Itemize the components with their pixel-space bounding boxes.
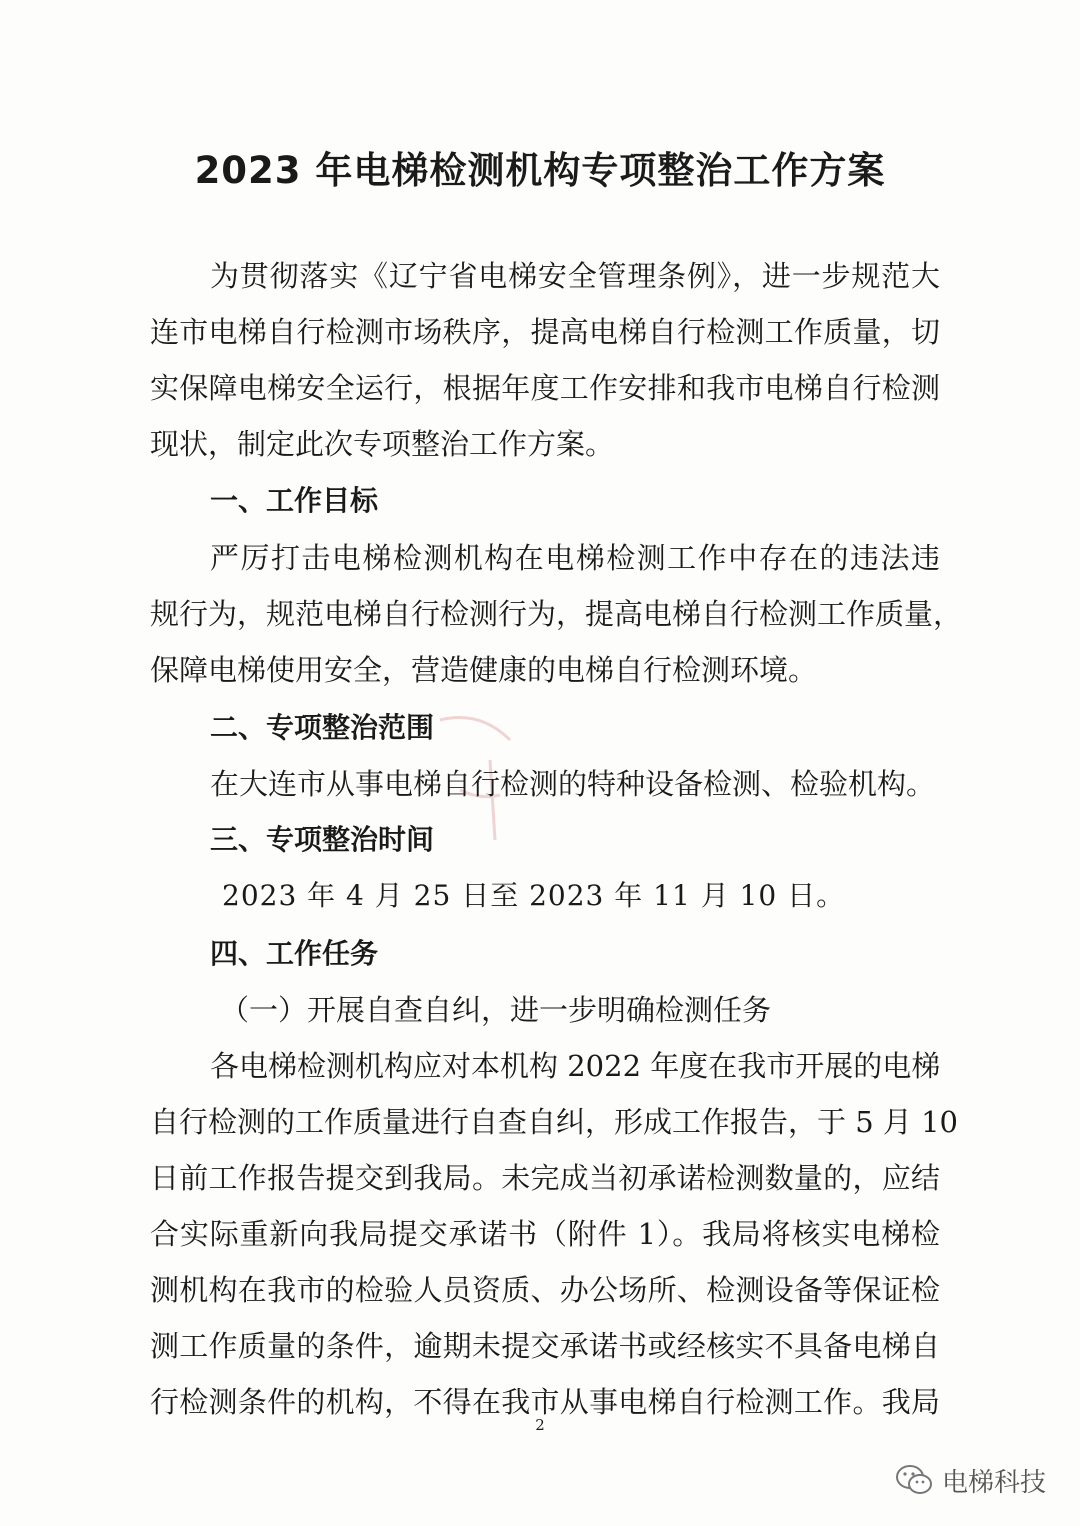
goals-line: 保障电梯使用安全，营造健康的电梯自行检测环境。 bbox=[150, 653, 818, 687]
wechat-icon bbox=[894, 1463, 934, 1497]
task-line: 各电梯检测机构应对本机构 2022 年度在我市开展的电梯 bbox=[210, 1049, 941, 1083]
section-heading-scope: 二、专项整治范围 bbox=[210, 711, 435, 744]
intro-line: 连市电梯自行检测市场秩序，提高电梯自行检测工作质量，切 bbox=[150, 315, 940, 349]
task-line: 合实际重新向我局提交承诺书（附件 1）。我局将核实电梯检 bbox=[150, 1217, 940, 1251]
watermark bbox=[894, 1458, 1046, 1502]
page-number: 2 bbox=[535, 1416, 545, 1434]
scope-line: 在大连市从事电梯自行检测的特种设备检测、检验机构。 bbox=[210, 767, 936, 801]
intro-line: 实保障电梯安全运行，根据年度工作安排和我市电梯自行检测 bbox=[150, 371, 940, 405]
intro-line: 现状，制定此次专项整治工作方案。 bbox=[150, 427, 615, 461]
section-heading-goals: 一、工作目标 bbox=[210, 484, 379, 517]
task-line: 测工作质量的条件，逾期未提交承诺书或经核实不具备电梯自 bbox=[150, 1329, 940, 1363]
section-heading-time: 三、专项整治时间 bbox=[210, 823, 435, 856]
task-line: 测机构在我市的检验人员资质、办公场所、检测设备等保证检 bbox=[150, 1273, 940, 1307]
intro-line: 为贯彻落实《辽宁省电梯安全管理条例》，进一步规范大 bbox=[210, 259, 940, 293]
document-title: 2023 年电梯检测机构专项整治工作方案 bbox=[194, 149, 886, 192]
task-subheading: （一）开展自查自纠，进一步明确检测任务 bbox=[220, 993, 772, 1027]
goals-line: 规行为，规范电梯自行检测行为，提高电梯自行检测工作质量， bbox=[150, 597, 963, 631]
goals-line: 严厉打击电梯检测机构在电梯检测工作中存在的违法违 bbox=[210, 541, 940, 575]
task-line: 日前工作报告提交到我局。未完成当初承诺检测数量的，应结 bbox=[150, 1161, 940, 1195]
task-line: 行检测条件的机构，不得在我市从事电梯自行检测工作。我局 bbox=[150, 1385, 940, 1419]
section-heading-tasks: 四、工作任务 bbox=[210, 937, 379, 970]
watermark-text: 电梯科技 bbox=[941, 1467, 1046, 1498]
time-line: 2023 年 4 月 25 日至 2023 年 11 月 10 日。 bbox=[222, 879, 846, 912]
task-line: 自行检测的工作质量进行自查自纠，形成工作报告，于 5 月 10 bbox=[150, 1105, 959, 1139]
